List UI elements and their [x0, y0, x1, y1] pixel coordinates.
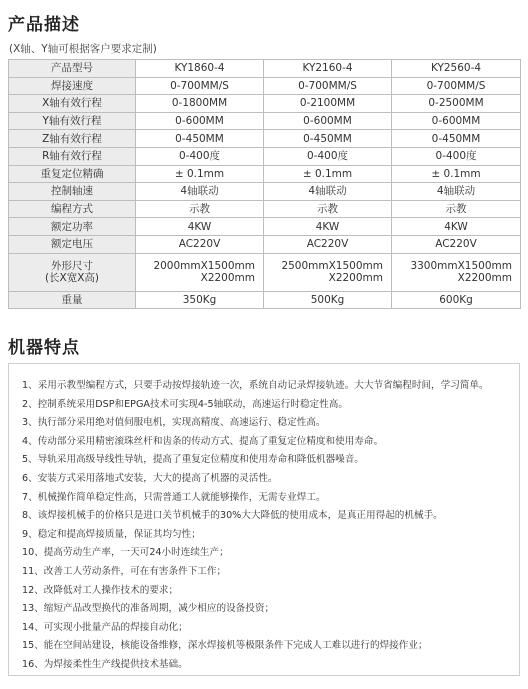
spec-value-line: X2200mm	[328, 272, 383, 285]
spec-label-cell: X轴有效行程	[9, 95, 136, 113]
section-title-product-description: 产品描述	[8, 15, 80, 35]
spec-value-cell: 4轴联动	[392, 183, 521, 201]
spec-row	[9, 77, 521, 95]
spec-value-cell: 4轴联动	[264, 183, 392, 201]
spec-value-cell: KY1860-4	[136, 60, 264, 78]
spec-value-cell: 0-600MM	[392, 112, 521, 130]
spec-row	[9, 147, 521, 165]
feature-item: 3、执行部分采用绝对值伺服电机，实现高精度、高速运行、稳定性高。	[22, 417, 326, 429]
spec-label-cell: R轴有效行程	[9, 147, 136, 165]
spec-label-cell: 控制轴速	[9, 183, 136, 201]
features-panel	[8, 363, 520, 676]
spec-value-cell: 示教	[264, 200, 392, 218]
spec-value-cell: 0-450MM	[136, 130, 264, 148]
feature-item: 1、采用示教型编程方式，只要手动按焊接轨迹一次，系统自动记录焊接轨迹。大大节省编程时间，学习简单。	[22, 380, 489, 391]
spec-label-line: 外形尺寸	[51, 260, 93, 273]
spec-value-cell: AC220V	[264, 235, 392, 253]
spec-label-cell: Y轴有效行程	[9, 112, 136, 130]
spec-value-cell: 0-700MM/S	[392, 77, 521, 95]
spec-value-cell: 4KW	[136, 218, 264, 236]
feature-item: 5、导轨采用高级导线性导轨，提高了重复定位精度和使用寿命和降低机器噪音。	[22, 454, 364, 466]
feature-item: 8、该焊接机械手的价格只是进口关节机械手的30%大大降低的使用成本，是真正用得起的机械手。	[22, 510, 443, 522]
spec-table	[8, 59, 521, 309]
spec-row	[9, 200, 521, 218]
spec-value-cell: 0-600MM	[136, 112, 264, 130]
spec-value-cell: 0-700MM/S	[264, 77, 392, 95]
spec-label-cell: 重复定位精确	[9, 165, 136, 183]
feature-item: 9、稳定和提高焊接质量，保证其均匀性；	[22, 528, 201, 540]
spec-value-line: X2200mm	[457, 272, 512, 285]
spec-row-weight	[9, 291, 521, 309]
spec-value-cell: 350Kg	[136, 291, 264, 309]
spec-value-cell: 4轴联动	[136, 183, 264, 201]
feature-item: 2、控制系统采用DSP和EPGA技术可实现4-5轴联动，高速运行时稳定性高。	[22, 398, 348, 410]
spec-value-cell: 4KW	[392, 218, 521, 236]
spec-value-cell: AC220V	[136, 235, 264, 253]
spec-value-cell: 4KW	[264, 218, 392, 236]
spec-value-cell: ± 0.1mm	[392, 165, 521, 183]
spec-label-cell: Z轴有效行程	[9, 130, 136, 148]
spec-label-cell: 焊接速度	[9, 77, 136, 95]
feature-item: 7、机械操作简单稳定性高，只需普通工人就能够操作，无需专业焊工。	[22, 491, 326, 503]
spec-header-row	[9, 60, 521, 78]
spec-value-cell: ± 0.1mm	[136, 165, 264, 183]
feature-item: 4、传动部分采用精密滚珠丝杆和齿条的传动方式、提高了重复定位精度和使用寿命。	[22, 435, 384, 447]
spec-label-cell: 重量	[9, 291, 136, 309]
spec-label-cell: 编程方式	[9, 200, 136, 218]
spec-value-cell	[264, 253, 392, 291]
feature-item: 10、提高劳动生产率，一天可24小时连续生产；	[22, 547, 229, 559]
feature-item: 6、安装方式采用落地式安装，大大的提高了机器的灵活性。	[22, 472, 278, 484]
spec-row	[9, 218, 521, 236]
spec-value-cell: 0-2100MM	[264, 95, 392, 113]
spec-row	[9, 112, 521, 130]
feature-item: 16、为焊接柔性生产线提供技术基础。	[22, 658, 188, 670]
feature-item: 15、能在空间站建设，核能设备维修，深水焊接机等极限条件下完成人工难以进行的焊接作业；	[22, 640, 428, 652]
spec-value-cell: AC220V	[392, 235, 521, 253]
spec-row	[9, 95, 521, 113]
section-title-machine-features: 机器特点	[8, 338, 80, 358]
spec-label-cell: 额定电压	[9, 235, 136, 253]
spec-label-cell	[9, 253, 136, 291]
spec-row	[9, 183, 521, 201]
spec-row	[9, 165, 521, 183]
spec-label-cell: 产品型号	[9, 60, 136, 78]
spec-value-cell: ± 0.1mm	[264, 165, 392, 183]
spec-value-cell: 0-450MM	[392, 130, 521, 148]
spec-value-cell: 示教	[136, 200, 264, 218]
spec-value-cell: 600Kg	[392, 291, 521, 309]
spec-value-cell: 0-2500MM	[392, 95, 521, 113]
spec-value-cell: 0-400度	[392, 147, 521, 165]
spec-value-line: 2000mmX1500mm	[153, 260, 255, 273]
spec-value-cell: 0-450MM	[264, 130, 392, 148]
spec-row	[9, 235, 521, 253]
feature-item: 11、改善工人劳动条件，可在有害条件下工作；	[22, 565, 227, 577]
feature-item: 12、改降低对工人操作技术的要求；	[22, 584, 179, 596]
feature-list	[22, 377, 513, 675]
spec-value-cell: 0-400度	[264, 147, 392, 165]
spec-value-cell: 0-400度	[136, 147, 264, 165]
spec-label-line: (长X宽X高)	[44, 272, 100, 285]
customization-note: (X轴、Y轴可根据客户要求定制)	[9, 43, 157, 55]
feature-item: 13、缩短产品改型换代的准备周期，减少相应的设备投资；	[22, 603, 275, 615]
spec-value-cell: 0-1800MM	[136, 95, 264, 113]
spec-value-cell: KY2160-4	[264, 60, 392, 78]
spec-value-cell: 500Kg	[264, 291, 392, 309]
spec-value-cell: 示教	[392, 200, 521, 218]
spec-table-body	[9, 60, 521, 309]
spec-value-cell: KY2560-4	[392, 60, 521, 78]
spec-row	[9, 130, 521, 148]
feature-item: 14、可实现小批量产品的焊接自动化；	[22, 621, 188, 633]
spec-value-cell: 0-700MM/S	[136, 77, 264, 95]
spec-value-line: X2200mm	[200, 272, 255, 285]
spec-value-cell: 0-600MM	[264, 112, 392, 130]
spec-value-line: 3300mmX1500mm	[410, 260, 512, 273]
spec-value-line: 2500mmX1500mm	[281, 260, 383, 273]
spec-label-cell: 额定功率	[9, 218, 136, 236]
spec-row-dimensions	[9, 253, 521, 291]
spec-value-cell	[136, 253, 264, 291]
spec-value-cell	[392, 253, 521, 291]
